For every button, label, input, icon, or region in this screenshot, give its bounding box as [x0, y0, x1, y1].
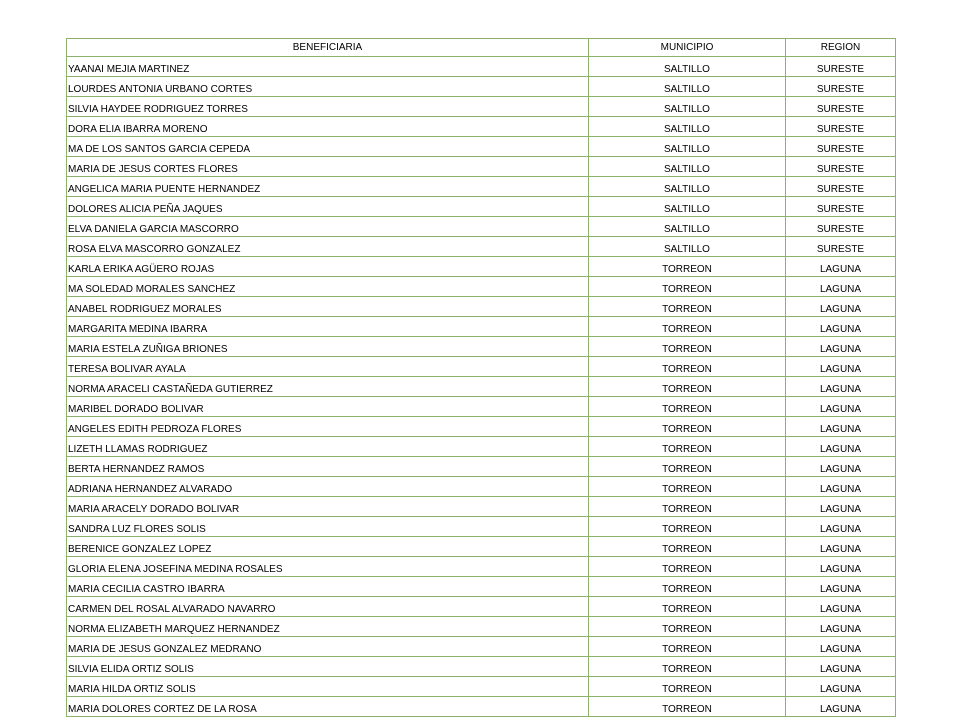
cell-region[interactable]: LAGUNA [786, 537, 896, 557]
cell-municipio[interactable]: SALTILLO [589, 237, 786, 257]
table-row [67, 477, 896, 497]
cell-region[interactable]: LAGUNA [786, 417, 896, 437]
cell-municipio[interactable]: TORREON [589, 257, 786, 277]
cell-municipio[interactable]: TORREON [589, 317, 786, 337]
cell-region[interactable]: SURESTE [786, 57, 896, 77]
table-row [67, 577, 896, 597]
table-row [67, 597, 896, 617]
cell-municipio[interactable]: TORREON [589, 657, 786, 677]
cell-municipio[interactable]: SALTILLO [589, 197, 786, 217]
cell-name[interactable]: MARIA ESTELA ZUÑIGA BRIONES [67, 337, 589, 357]
table-row [67, 157, 896, 177]
table-row [67, 437, 896, 457]
cell-municipio[interactable]: TORREON [589, 497, 786, 517]
cell-region[interactable]: LAGUNA [786, 617, 896, 637]
cell-region[interactable]: LAGUNA [786, 497, 896, 517]
cell-name[interactable]: ADRIANA HERNANDEZ ALVARADO [67, 477, 589, 497]
cell-region[interactable]: LAGUNA [786, 277, 896, 297]
cell-municipio[interactable]: TORREON [589, 697, 786, 717]
cell-region[interactable]: LAGUNA [786, 597, 896, 617]
cell-municipio[interactable]: SALTILLO [589, 77, 786, 97]
table-row [67, 537, 896, 557]
cell-region[interactable]: LAGUNA [786, 437, 896, 457]
cell-region[interactable]: SURESTE [786, 77, 896, 97]
cell-region[interactable]: SURESTE [786, 217, 896, 237]
cell-municipio[interactable]: TORREON [589, 397, 786, 417]
cell-name[interactable]: YAANAI MEJIA MARTINEZ [67, 57, 589, 77]
cell-municipio[interactable]: TORREON [589, 677, 786, 697]
cell-municipio[interactable]: TORREON [589, 637, 786, 657]
table-body [67, 57, 896, 717]
cell-region[interactable]: LAGUNA [786, 357, 896, 377]
table-row [67, 77, 896, 97]
cell-municipio[interactable]: TORREON [589, 597, 786, 617]
cell-region[interactable]: SURESTE [786, 97, 896, 117]
cell-name[interactable]: MA DE LOS SANTOS GARCIA CEPEDA [67, 137, 589, 157]
cell-region[interactable]: LAGUNA [786, 697, 896, 717]
cell-name[interactable]: MARIA DE JESUS CORTES FLORES [67, 157, 589, 177]
cell-region[interactable]: LAGUNA [786, 337, 896, 357]
beneficiaries-table [66, 38, 896, 717]
cell-municipio[interactable]: SALTILLO [589, 177, 786, 197]
cell-name[interactable]: BERENICE GONZALEZ LOPEZ [67, 537, 589, 557]
table-row [67, 217, 896, 237]
cell-name[interactable]: MARGARITA MEDINA IBARRA [67, 317, 589, 337]
cell-region[interactable]: LAGUNA [786, 317, 896, 337]
cell-region[interactable]: SURESTE [786, 117, 896, 137]
table-row [67, 297, 896, 317]
cell-municipio[interactable]: SALTILLO [589, 217, 786, 237]
cell-name[interactable]: MARIA ARACELY DORADO BOLIVAR [67, 497, 589, 517]
header-municipio[interactable]: MUNICIPIO [589, 39, 786, 57]
cell-municipio[interactable]: TORREON [589, 357, 786, 377]
cell-region[interactable]: LAGUNA [786, 657, 896, 677]
cell-municipio[interactable]: TORREON [589, 437, 786, 457]
cell-region[interactable]: LAGUNA [786, 397, 896, 417]
table-row [67, 617, 896, 637]
cell-name[interactable]: NORMA ARACELI CASTAÑEDA GUTIERREZ [67, 377, 589, 397]
table-row [67, 457, 896, 477]
cell-name[interactable]: LOURDES ANTONIA URBANO CORTES [67, 77, 589, 97]
cell-municipio[interactable]: TORREON [589, 577, 786, 597]
table-row [67, 117, 896, 137]
cell-region[interactable]: LAGUNA [786, 677, 896, 697]
cell-region[interactable]: LAGUNA [786, 477, 896, 497]
cell-municipio[interactable]: TORREON [589, 457, 786, 477]
cell-name[interactable]: MARIA HILDA ORTIZ SOLIS [67, 677, 589, 697]
cell-name[interactable]: BERTA HERNANDEZ RAMOS [67, 457, 589, 477]
cell-municipio[interactable]: SALTILLO [589, 137, 786, 157]
cell-name[interactable]: MARIA DOLORES CORTEZ DE LA ROSA [67, 697, 589, 717]
table-row [67, 197, 896, 217]
cell-municipio[interactable]: TORREON [589, 617, 786, 637]
cell-name[interactable]: MARIA CECILIA CASTRO IBARRA [67, 577, 589, 597]
cell-municipio[interactable]: TORREON [589, 417, 786, 437]
table-row [67, 357, 896, 377]
cell-name[interactable]: SILVIA ELIDA ORTIZ SOLIS [67, 657, 589, 677]
cell-region[interactable]: LAGUNA [786, 457, 896, 477]
table-row [67, 277, 896, 297]
cell-name[interactable]: ELVA DANIELA GARCIA MASCORRO [67, 217, 589, 237]
cell-municipio[interactable]: SALTILLO [589, 157, 786, 177]
table-row [67, 497, 896, 517]
header-region[interactable]: REGION [786, 39, 896, 57]
cell-region[interactable]: LAGUNA [786, 637, 896, 657]
cell-region[interactable]: SURESTE [786, 237, 896, 257]
cell-region[interactable]: SURESTE [786, 197, 896, 217]
cell-name[interactable]: ANGELICA MARIA PUENTE HERNANDEZ [67, 177, 589, 197]
cell-region[interactable]: SURESTE [786, 157, 896, 177]
cell-region[interactable]: LAGUNA [786, 557, 896, 577]
cell-name[interactable]: MARIBEL DORADO BOLIVAR [67, 397, 589, 417]
table-row [67, 57, 896, 77]
table-row [67, 317, 896, 337]
cell-municipio[interactable]: TORREON [589, 297, 786, 317]
cell-region[interactable]: LAGUNA [786, 517, 896, 537]
cell-name[interactable]: MA SOLEDAD MORALES SANCHEZ [67, 277, 589, 297]
table-row [67, 377, 896, 397]
cell-region[interactable]: SURESTE [786, 137, 896, 157]
spreadsheet-sheet [66, 38, 895, 717]
cell-name[interactable]: GLORIA ELENA JOSEFINA MEDINA ROSALES [67, 557, 589, 577]
table-row [67, 97, 896, 117]
cell-name[interactable]: LIZETH LLAMAS RODRIGUEZ [67, 437, 589, 457]
cell-municipio[interactable]: TORREON [589, 477, 786, 497]
table-row [67, 697, 896, 717]
table-row [67, 677, 896, 697]
cell-name[interactable]: MARIA DE JESUS GONZALEZ MEDRANO [67, 637, 589, 657]
table-header [67, 39, 896, 57]
table-row [67, 517, 896, 537]
table-row [67, 177, 896, 197]
cell-municipio[interactable]: TORREON [589, 377, 786, 397]
cell-municipio[interactable]: TORREON [589, 537, 786, 557]
cell-municipio[interactable]: TORREON [589, 517, 786, 537]
table-row [67, 637, 896, 657]
cell-municipio[interactable]: SALTILLO [589, 57, 786, 77]
cell-municipio[interactable]: TORREON [589, 557, 786, 577]
cell-name[interactable]: NORMA ELIZABETH MARQUEZ HERNANDEZ [67, 617, 589, 637]
table-row [67, 417, 896, 437]
cell-region[interactable]: LAGUNA [786, 577, 896, 597]
header-beneficiaria[interactable]: BENEFICIARIA [67, 39, 589, 57]
cell-municipio[interactable]: TORREON [589, 277, 786, 297]
cell-name[interactable]: ANABEL RODRIGUEZ MORALES [67, 297, 589, 317]
table-row [67, 257, 896, 277]
cell-region[interactable]: LAGUNA [786, 377, 896, 397]
table-row [67, 397, 896, 417]
table-row [67, 657, 896, 677]
table-row [67, 137, 896, 157]
table-row [67, 237, 896, 257]
cell-region[interactable]: LAGUNA [786, 297, 896, 317]
cell-region[interactable]: SURESTE [786, 177, 896, 197]
table-row [67, 337, 896, 357]
cell-name[interactable]: SILVIA HAYDEE RODRIGUEZ TORRES [67, 97, 589, 117]
cell-name[interactable]: SANDRA LUZ FLORES SOLIS [67, 517, 589, 537]
cell-name[interactable]: KARLA ERIKA AGÜERO ROJAS [67, 257, 589, 277]
cell-name[interactable]: DOLORES ALICIA PEÑA JAQUES [67, 197, 589, 217]
cell-name[interactable]: CARMEN DEL ROSAL ALVARADO NAVARRO [67, 597, 589, 617]
header-row [67, 39, 896, 57]
cell-municipio[interactable]: SALTILLO [589, 117, 786, 137]
cell-municipio[interactable]: TORREON [589, 337, 786, 357]
table-row [67, 557, 896, 577]
cell-name[interactable]: ROSA ELVA MASCORRO GONZALEZ [67, 237, 589, 257]
cell-municipio[interactable]: SALTILLO [589, 97, 786, 117]
cell-region[interactable]: LAGUNA [786, 257, 896, 277]
cell-name[interactable]: ANGELES EDITH PEDROZA FLORES [67, 417, 589, 437]
cell-name[interactable]: DORA ELIA IBARRA MORENO [67, 117, 589, 137]
cell-name[interactable]: TERESA BOLIVAR AYALA [67, 357, 589, 377]
